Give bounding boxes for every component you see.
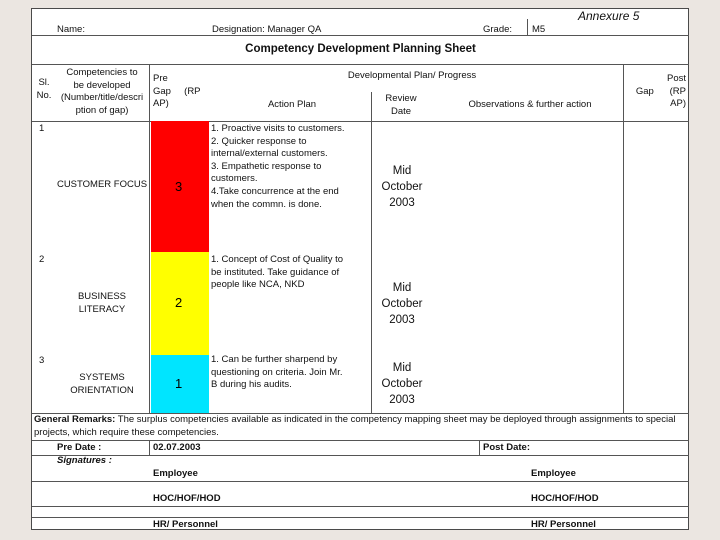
col-post-gap: Post Gap (RP AP) bbox=[635, 73, 686, 110]
employee-sign-right: Employee bbox=[531, 468, 576, 479]
col-plan-progress: Developmental Plan/ Progress bbox=[347, 70, 477, 81]
hod-sign-right: HOC/HOF/HOD bbox=[531, 493, 599, 504]
competency-sheet bbox=[31, 8, 689, 530]
divider bbox=[623, 64, 624, 413]
divider bbox=[32, 506, 689, 507]
divider bbox=[32, 440, 689, 441]
col-observations: Observations & further action bbox=[468, 99, 592, 110]
col-action-plan: Action Plan bbox=[267, 99, 317, 110]
employee-sign-left: Employee bbox=[153, 468, 198, 479]
post-date-label: Post Date: bbox=[483, 442, 530, 453]
col-sl: Sl. No. bbox=[36, 77, 52, 101]
row3-competency: SYSTEMS ORIENTATION bbox=[70, 372, 134, 396]
pre-date-label: Pre Date : bbox=[57, 442, 102, 453]
row3-action: 1. Can be further sharpend by questioning on criteria. Join Mr. B during his audits. bbox=[211, 354, 343, 391]
hod-sign-left: HOC/HOF/HOD bbox=[153, 493, 221, 504]
hr-sign-right: HR/ Personnel bbox=[531, 519, 596, 530]
pre-date-value: 02.07.2003 bbox=[153, 442, 201, 453]
divider bbox=[149, 440, 150, 455]
col-review-date: Review Date bbox=[385, 93, 417, 117]
hr-sign-left: HR/ Personnel bbox=[153, 519, 218, 530]
general-remarks bbox=[34, 414, 686, 439]
row1-action: 1. Proactive visits to customers. 2. Quicker response to internal/external customers. 3. Empathetic response to customers. 4.Take concurrence at the end when the commn. is done. bbox=[211, 123, 345, 210]
row1-sl: 1 bbox=[39, 123, 45, 134]
designation-label: Designation: Manager QA bbox=[212, 24, 322, 35]
col-competency: Competencies to be developed (Number/title/descri ption of gap) bbox=[60, 67, 144, 116]
divider bbox=[32, 35, 689, 36]
divider bbox=[32, 64, 689, 65]
col-pre-gap: Pre Gap (RP AP) bbox=[153, 73, 201, 110]
grade-label: Grade: bbox=[483, 24, 513, 35]
remarks-text: The surplus competencies available as indicated in the competency mapping sheet may be deployed through assignments to special projects, which require these competencies. bbox=[34, 414, 676, 438]
row1-competency: CUSTOMER FOCUS bbox=[56, 179, 148, 190]
row3-review: Mid October 2003 bbox=[381, 362, 423, 406]
row2-review: Mid October 2003 bbox=[381, 282, 423, 326]
row2-action: 1. Concept of Cost of Quality to be instituted. Take guidance of people like NCA, NKD bbox=[211, 254, 344, 291]
signatures-label: Signatures : bbox=[57, 455, 112, 466]
remarks-label: General Remarks: bbox=[34, 414, 116, 425]
divider bbox=[32, 481, 689, 482]
row1-gap: 3 bbox=[175, 179, 183, 194]
name-label: Name: bbox=[57, 24, 85, 35]
divider bbox=[32, 121, 689, 122]
row1-review: Mid October 2003 bbox=[381, 165, 423, 209]
grade-value: M5 bbox=[532, 24, 546, 35]
row2-competency: BUSINESS LITERACY bbox=[77, 291, 127, 315]
divider bbox=[32, 455, 689, 456]
row3-sl: 3 bbox=[39, 355, 45, 366]
row3-gap: 1 bbox=[175, 376, 183, 391]
sheet-title: Competency Development Planning Sheet bbox=[245, 43, 476, 55]
row2-sl: 2 bbox=[39, 254, 45, 265]
annexure-label: Annexure 5 bbox=[578, 9, 640, 23]
divider bbox=[527, 19, 528, 35]
divider bbox=[479, 440, 480, 455]
divider bbox=[32, 517, 689, 518]
row2-gap: 2 bbox=[175, 295, 183, 310]
